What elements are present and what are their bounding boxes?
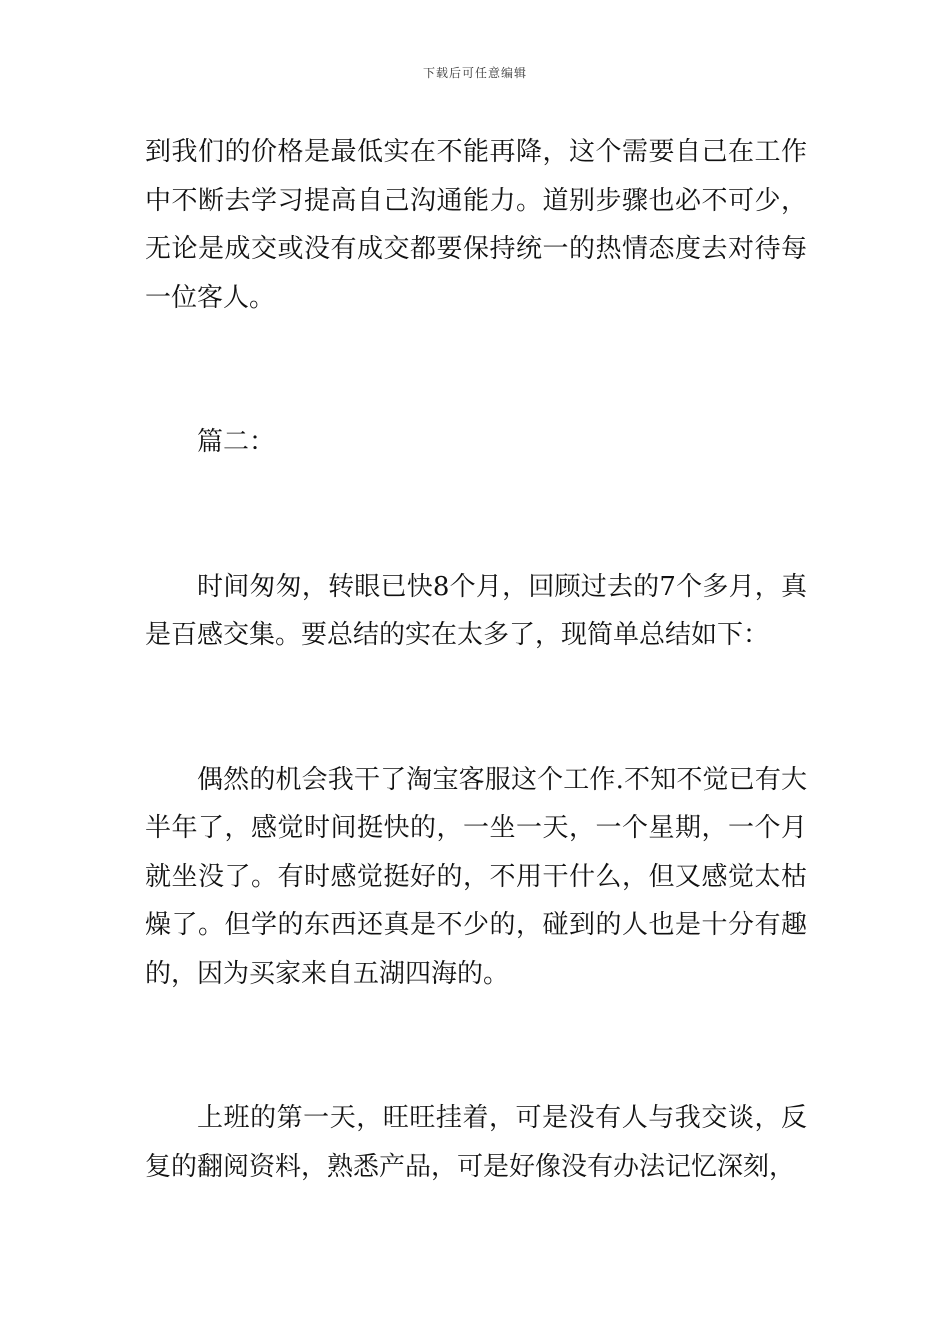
document-body [145, 128, 807, 1191]
page-header: 下载后可任意编辑 [422, 66, 527, 80]
section-heading: 篇二： [197, 427, 276, 457]
paragraph-intro: 时间匆匆，转眼已快8个月，回顾过去的7个多月，真是百感交集。要总结的实在太多了，现简单总结如下： [145, 571, 807, 650]
paragraph-experience: 偶然的机会我干了淘宝客服这个工作.不知不觉已有大半年了，感觉时间挺快的，一坐一天，一个星期，一个月就坐没了。有时感觉挺好的，不用干什么，但又感觉太枯燥了。但学的东西还真是不少的，碰到的人也是十分有趣的，因为买家来自五湖四海的。 [145, 764, 807, 989]
paragraph-first-day: 上班的第一天，旺旺挂着，可是没有人与我交谈，反复的翻阅资料，熟悉产品，可是好像没有办法记忆深刻， [145, 1103, 807, 1182]
paragraph-continued: 到我们的价格是最低实在不能再降，这个需要自己在工作中不断去学习提高自己沟通能力。道别步骤也必不可少，无论是成交或没有成交都要保持统一的热情态度去对待每一位客人。 [145, 137, 807, 313]
